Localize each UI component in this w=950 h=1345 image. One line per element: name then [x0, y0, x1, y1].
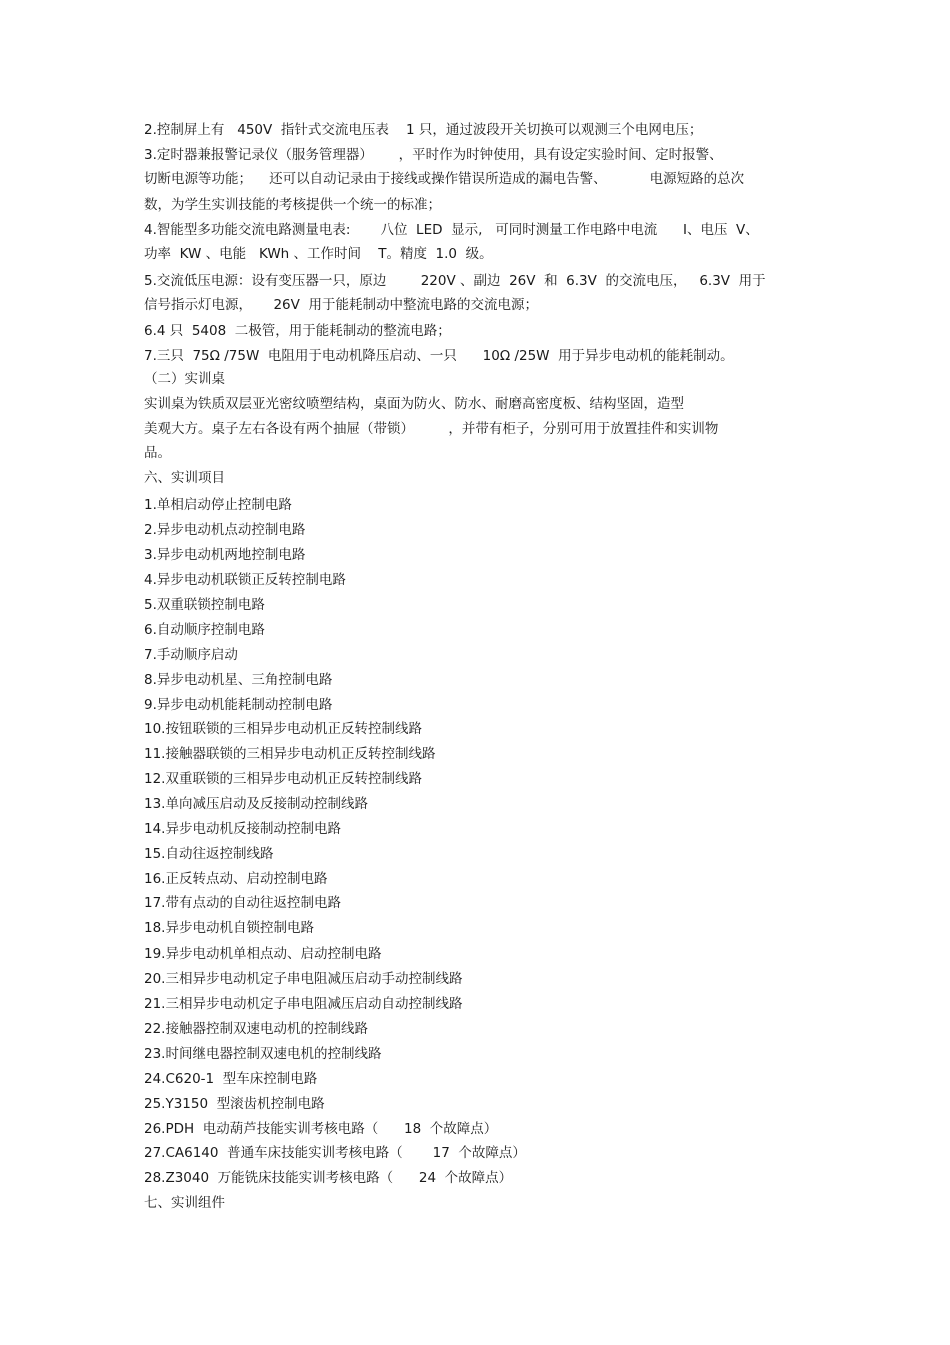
section-heading: 七、实训组件 [144, 1195, 225, 1211]
text-line: 7.三只 75Ω /75W 电阻用于电动机降压启动、一只 10Ω /25W 用于异步电动机的能耗制动。 [144, 348, 734, 364]
list-item: 8.异步电动机星、三角控制电路 [144, 672, 333, 688]
list-item: 3.异步电动机两地控制电路 [144, 547, 306, 563]
list-item: 25.Y3150 型滚齿机控制电路 [144, 1096, 325, 1112]
list-item: 12.双重联锁的三相异步电动机正反转控制线路 [144, 771, 422, 787]
list-item: 7.手动顺序启动 [144, 647, 238, 663]
text-line: 品。 [144, 445, 171, 461]
list-item: 23.时间继电器控制双速电机的控制线路 [144, 1046, 382, 1062]
text-line: 3.定时器兼报警记录仪（服务管理器） ，平时作为时钟使用，具有设定实验时间、定时报警、 [144, 147, 723, 163]
list-item: 4.异步电动机联锁正反转控制电路 [144, 572, 346, 588]
list-item: 9.异步电动机能耗制动控制电路 [144, 697, 333, 713]
list-item: 2.异步电动机点动控制电路 [144, 522, 306, 538]
list-item: 24.C620-1 型车床控制电路 [144, 1071, 318, 1087]
list-item: 6.自动顺序控制电路 [144, 622, 265, 638]
list-item: 18.异步电动机自锁控制电路 [144, 920, 314, 936]
list-item: 19.异步电动机单相点动、启动控制电路 [144, 946, 382, 962]
text-line: 切断电源等功能； 还可以自动记录由于接线或操作错误所造成的漏电告警、 电源短路的总次 [144, 171, 745, 187]
section-heading: 六、实训项目 [144, 470, 225, 486]
list-item: 15.自动往返控制线路 [144, 846, 274, 862]
list-item: 28.Z3040 万能铣床技能实训考核电路（ 24 个故障点） [144, 1170, 513, 1186]
list-item: 26.PDH 电动葫芦技能实训考核电路（ 18 个故障点） [144, 1121, 498, 1137]
text-line: 6.4 只 5408 二极管，用于能耗制动的整流电路； [144, 323, 451, 339]
list-item: 22.接触器控制双速电动机的控制线路 [144, 1021, 368, 1037]
list-item: 27.CA6140 普通车床技能实训考核电路（ 17 个故障点） [144, 1145, 526, 1161]
list-item: 10.按钮联锁的三相异步电动机正反转控制线路 [144, 721, 422, 737]
text-line: 功率 KW 、电能 KWh 、工作时间 T。精度 1.0 级。 [144, 246, 493, 262]
text-line: 5.交流低压电源：设有变压器一只，原边 220V 、副边 26V 和 6.3V 的交流电压， 6.3V 用于 [144, 273, 766, 289]
text-line: 2.控制屏上有 450V 指针式交流电压表 1 只，通过波段开关切换可以观测三个电网电压； [144, 122, 703, 138]
list-item: 14.异步电动机反接制动控制电路 [144, 821, 341, 837]
list-item: 20.三相异步电动机定子串电阻减压启动手动控制线路 [144, 971, 463, 987]
list-item: 21.三相异步电动机定子串电阻减压启动自动控制线路 [144, 996, 463, 1012]
list-item: 11.接触器联锁的三相异步电动机正反转控制线路 [144, 746, 436, 762]
text-line: 4.智能型多功能交流电路测量电表: 八位 LED 显示, 可同时测量工作电路中电流 I、电压 V、 [144, 222, 759, 238]
text-line: 信号指示灯电源， 26V 用于能耗制动中整流电路的交流电源； [144, 297, 538, 313]
list-item: 13.单向减压启动及反接制动控制线路 [144, 796, 368, 812]
text-line: 实训桌为铁质双层亚光密纹喷塑结构，桌面为防火、防水、耐磨高密度板、结构坚固，造型 [144, 396, 684, 412]
list-item: 16.正反转点动、启动控制电路 [144, 871, 328, 887]
list-item: 5.双重联锁控制电路 [144, 597, 265, 613]
section-heading: （二）实训桌 [144, 371, 225, 387]
text-line: 美观大方。桌子左右各设有两个抽屉（带锁） ，并带有柜子，分别可用于放置挂件和实训物 [144, 421, 719, 437]
list-item: 17.带有点动的自动往返控制电路 [144, 895, 341, 911]
text-line: 数，为学生实训技能的考核提供一个统一的标准； [144, 197, 441, 213]
list-item: 1.单相启动停止控制电路 [144, 497, 292, 513]
